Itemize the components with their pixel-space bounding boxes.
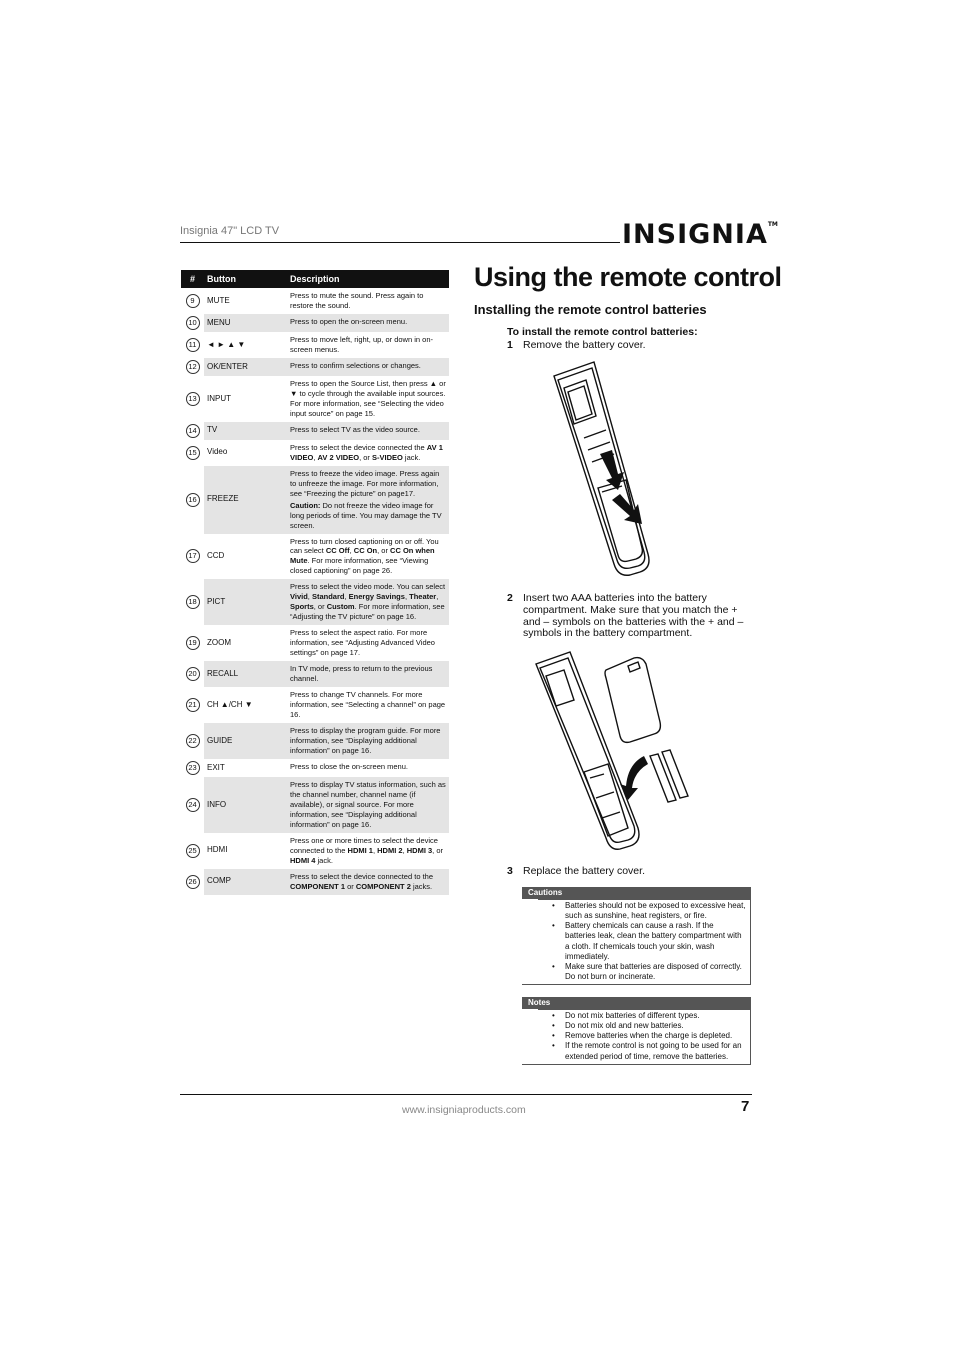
button-description — [287, 869, 449, 895]
callout-number: 15 — [186, 446, 200, 460]
table-row — [181, 777, 449, 833]
callout-number: 9 — [186, 294, 200, 308]
page-title: Using the remote control — [474, 262, 782, 292]
list-item: • Make sure that batteries are disposed of correctly. Do not burn or incinerate. — [565, 962, 746, 982]
description-paragraph: Press to mute the sound. Press again to restore the sound. — [290, 291, 424, 310]
button-description — [287, 534, 449, 580]
list-item: • Do not mix batteries of different types. — [565, 1011, 746, 1021]
insignia-logo: INSIGNIA™ — [622, 219, 778, 250]
step-1 — [507, 340, 752, 352]
button-description — [287, 376, 449, 422]
button-name: INPUT — [207, 393, 231, 403]
button-description — [287, 466, 449, 534]
footer-url[interactable]: www.insigniaproducts.com — [402, 1104, 526, 1116]
description-paragraph: Press to move left, right, up, or down in on-screen menus. — [290, 334, 433, 354]
step-number: 1 — [507, 339, 513, 351]
button-name: CCD — [207, 551, 225, 561]
description-paragraph: Press to display the program guide. For more information, see “Displaying additional information” on page 16. — [290, 726, 441, 755]
table-row — [181, 314, 449, 332]
button-description — [287, 358, 449, 376]
button-name: GUIDE — [204, 723, 287, 759]
table-row — [181, 376, 449, 422]
button-name: CH ▲/CH ▼ — [207, 699, 253, 709]
procedure-title: To install the remote control batteries: — [507, 326, 698, 338]
notes-box — [522, 997, 751, 1065]
callout-number: 19 — [186, 636, 200, 650]
section-subtitle: Installing the remote control batteries — [474, 302, 707, 317]
table-row — [181, 466, 449, 534]
notes-title: Notes — [523, 997, 750, 1010]
button-name: ZOOM — [207, 637, 231, 647]
button-name: FREEZE — [204, 466, 287, 534]
table-row — [181, 625, 449, 661]
callout-number: 18 — [186, 595, 200, 609]
description-paragraph: Press to select TV as the video source. — [290, 424, 420, 434]
button-name: MENU — [204, 314, 287, 332]
table-row — [181, 422, 449, 440]
step-text: Remove the battery cover. — [523, 339, 646, 351]
header-number: # — [181, 270, 204, 288]
callout-number: 11 — [186, 338, 200, 352]
description-paragraph: Press to display TV status information, such as the channel number, channel name (if available), or signal source. For more information, see “Displaying additional information” on page 16. — [290, 779, 446, 829]
description-paragraph: Press to select the video mode. You can select Vivid, Standard, Energy Savings, Theater, Sports, or Custom. For more information, see “Adjusting the TV picture” on page 16. — [290, 582, 446, 622]
header-description: Description — [287, 270, 449, 288]
notes-list — [523, 1011, 750, 1062]
table-row — [181, 440, 449, 466]
table-header-row — [181, 270, 449, 288]
description-paragraph: Press to open the Source List, then press ▲ or ▼ to cycle through the available input sources. For more information, see “Selecting the video input source” on page 15. — [290, 378, 446, 418]
list-item: • Do not mix old and new batteries. — [565, 1021, 746, 1031]
description-paragraph: Press to confirm selections or changes. — [290, 360, 421, 370]
button-description — [287, 422, 449, 440]
description-paragraph: Press to close the on-screen menu. — [290, 761, 408, 771]
table-row — [181, 687, 449, 723]
list-item: • Batteries should not be exposed to excessive heat, such as sunshine, heat registers, or fire. — [565, 901, 746, 921]
step-number: 2 — [507, 592, 513, 604]
remote-remove-cover-illustration — [548, 358, 670, 576]
button-description — [287, 579, 449, 625]
step-3 — [507, 866, 752, 878]
table-row — [181, 661, 449, 687]
button-name: EXIT — [207, 762, 225, 772]
callout-number: 23 — [186, 761, 200, 775]
description-paragraph: Caution: Do not freeze the video image for long periods of time. You may damage the TV screen. — [290, 500, 442, 530]
step-text: Replace the battery cover. — [523, 865, 645, 877]
callout-number: 20 — [186, 667, 200, 681]
callout-number: 16 — [186, 493, 200, 507]
callout-number: 17 — [186, 549, 200, 563]
description-paragraph: Press to freeze the video image. Press again to unfreeze the image. For more information, see “Freezing the picture” on page17. — [290, 468, 440, 498]
button-description — [287, 288, 449, 314]
button-name: OK/ENTER — [204, 358, 287, 376]
table-row — [181, 759, 449, 777]
cautions-box — [522, 887, 751, 985]
table-row — [181, 579, 449, 625]
button-description — [287, 332, 449, 358]
callout-number: 12 — [186, 360, 200, 374]
button-name: COMP — [204, 869, 287, 895]
step-2 — [507, 593, 752, 640]
callout-number: 21 — [186, 698, 200, 712]
description-paragraph: Press to select the aspect ratio. For more information, see “Adjusting Advanced Video settings” on page 17. — [290, 628, 435, 658]
description-paragraph: Press one or more times to select the device connected to the HDMI 1, HDMI 2, HDMI 3, or HDMI 4 jack. — [290, 835, 443, 865]
button-description — [287, 687, 449, 723]
footer-rule — [180, 1094, 752, 1095]
button-name: Video — [207, 447, 228, 457]
callout-number: 26 — [186, 875, 200, 889]
description-paragraph: Press to turn closed captioning on or off. You can select CC Off, CC On, or CC On when Mute. For more information, see “Viewing closed captioning” on page 26. — [290, 536, 439, 576]
button-description — [287, 777, 449, 833]
description-paragraph: Press to select the device connected the AV 1 VIDEO, AV 2 VIDEO, or S-VIDEO jack. — [290, 442, 443, 462]
button-name: MUTE — [207, 295, 230, 305]
running-header: Insignia 47" LCD TV — [180, 225, 280, 237]
description-paragraph: Press to select the device connected to the COMPONENT 1 or COMPONENT 2 jacks. — [290, 871, 434, 891]
list-item: • Battery chemicals can cause a rash. If the batteries leak, clean the battery compartment with a cloth. If chemicals touch your skin, wash immediately. — [565, 921, 746, 962]
table-row — [181, 869, 449, 895]
description-paragraph: Press to change TV channels. For more information, see “Selecting a channel” on page 16. — [290, 690, 446, 720]
callout-number: 22 — [186, 734, 200, 748]
callout-number: 13 — [186, 392, 200, 406]
table-row — [181, 534, 449, 580]
button-description — [287, 440, 449, 466]
header-rule — [180, 242, 620, 243]
table-row — [181, 723, 449, 759]
table-row — [181, 332, 449, 358]
table-row — [181, 833, 449, 869]
list-item: • If the remote control is not going to be used for an extended period of time, remove the batteries. — [565, 1041, 746, 1061]
page-number: 7 — [741, 1098, 750, 1115]
callout-number: 25 — [186, 844, 200, 858]
button-description — [287, 314, 449, 332]
callout-number: 10 — [186, 316, 200, 330]
button-description — [287, 833, 449, 869]
header-button: Button — [204, 270, 287, 288]
description-paragraph: Press to open the on-screen menu. — [290, 316, 408, 326]
cautions-list — [523, 901, 750, 982]
cautions-title: Cautions — [523, 887, 750, 900]
description-paragraph: In TV mode, press to return to the previous channel. — [290, 664, 433, 684]
button-name: PICT — [204, 579, 287, 625]
button-description — [287, 723, 449, 759]
step-text: Insert two AAA batteries into the battery compartment. Make sure that you match the + and – symbols on the batteries with the + and – symbols in the battery compartment. — [523, 592, 744, 640]
button-name: TV — [204, 422, 287, 440]
button-name: ◄ ► ▲ ▼ — [207, 339, 246, 349]
step-number: 3 — [507, 865, 513, 877]
remote-buttons-table — [181, 270, 449, 895]
button-name: HDMI — [207, 845, 228, 855]
table-row — [181, 288, 449, 314]
button-description — [287, 625, 449, 661]
button-description — [287, 661, 449, 687]
callout-number: 14 — [186, 424, 200, 438]
callout-number: 24 — [186, 798, 200, 812]
list-item: • Remove batteries when the charge is depleted. — [565, 1031, 746, 1041]
insert-batteries-illustration — [534, 648, 694, 850]
button-description — [287, 759, 449, 777]
button-name: RECALL — [204, 661, 287, 687]
table-row — [181, 358, 449, 376]
button-name: INFO — [204, 777, 287, 833]
